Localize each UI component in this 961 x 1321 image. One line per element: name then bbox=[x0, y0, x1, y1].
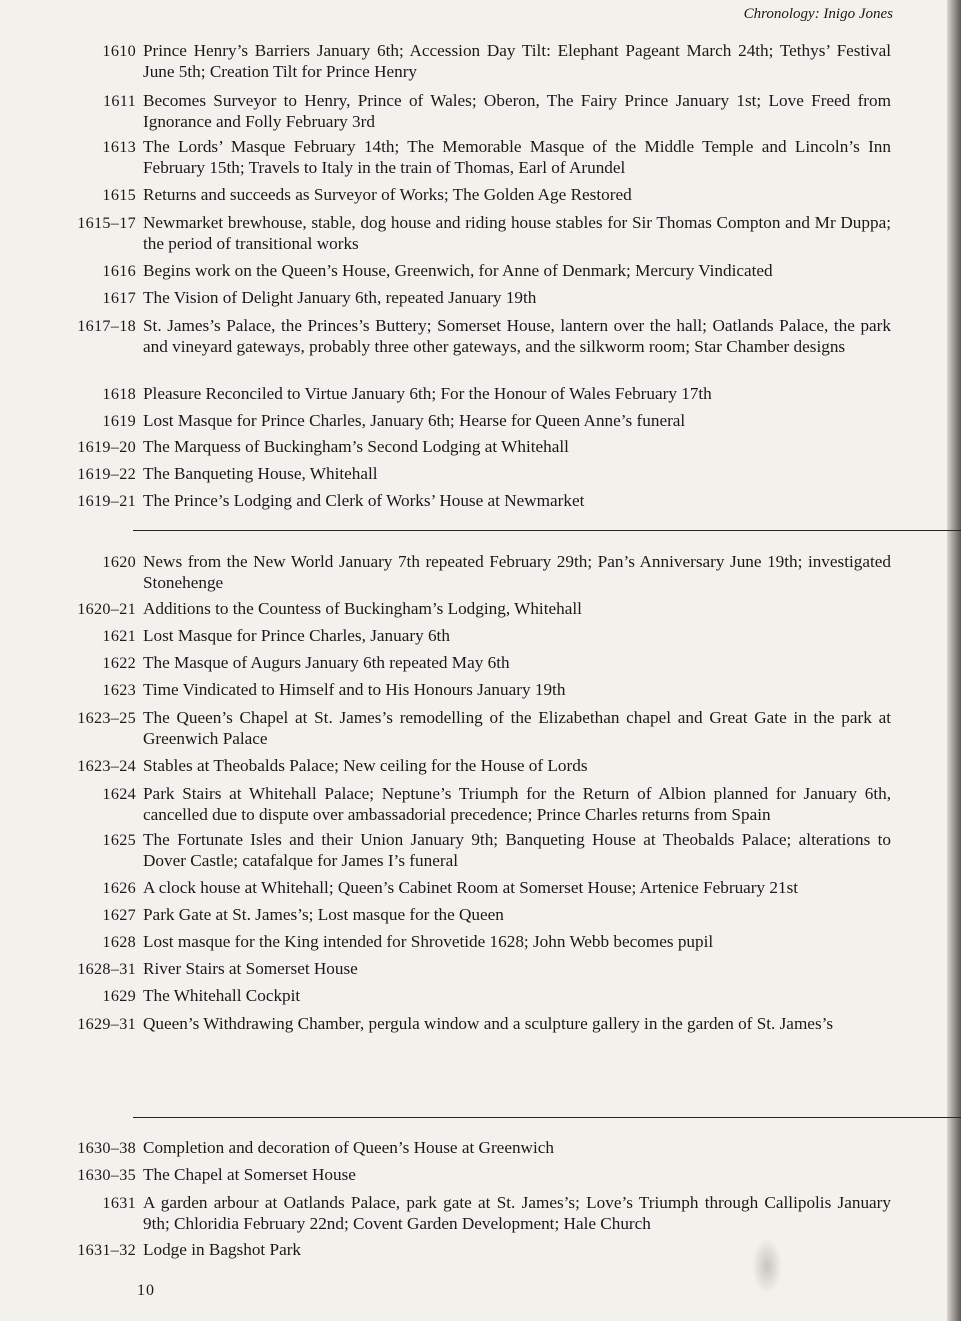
entry-text: The Fortunate Isles and their Union January 9th; Banqueting House at Theobalds Palace; alterations to Dover Castle; catafalque for James I’s funeral bbox=[143, 830, 891, 870]
entry-text: The Marquess of Buckingham’s Second Lodging at Whitehall bbox=[143, 437, 569, 456]
entry-text: The Vision of Delight January 6th, repeated January 19th bbox=[143, 288, 537, 307]
page-edge-shadow bbox=[947, 0, 961, 1321]
entry-year: 1630–35 bbox=[77, 1166, 136, 1184]
entry-text: The Lords’ Masque February 14th; The Memorable Masque of the Middle Temple and Lincoln’s Inn February 15th; Travels to Italy in the train of Thomas, Earl of Arundel bbox=[143, 137, 891, 177]
entry-text: The Banqueting House, Whitehall bbox=[143, 464, 378, 483]
entry-year: 1623–24 bbox=[77, 757, 136, 775]
entry-year: 1617 bbox=[102, 289, 136, 307]
entry-text: Lost Masque for Prince Charles, January 6th; Hearse for Queen Anne’s funeral bbox=[143, 411, 686, 430]
entry-year: 1622 bbox=[102, 654, 136, 672]
entry-text: Returns and succeeds as Surveyor of Works; The Golden Age Restored bbox=[143, 185, 632, 204]
entry-text: Lost masque for the King intended for Shrovetide 1628; John Webb becomes pupil bbox=[143, 932, 714, 951]
entry-year: 1628 bbox=[102, 933, 136, 951]
entry-year: 1621 bbox=[102, 627, 136, 645]
entry-text: A clock house at Whitehall; Queen’s Cabinet Room at Somerset House; Artenice February 21st bbox=[143, 878, 799, 897]
entry-text: Lost Masque for Prince Charles, January 6th bbox=[143, 626, 450, 645]
entry-year: 1627 bbox=[102, 906, 136, 924]
entry-text: Queen’s Withdrawing Chamber, pergula window and a sculpture gallery in the garden of St. James’s bbox=[143, 1014, 834, 1033]
entry-year: 1623–25 bbox=[77, 709, 136, 727]
entry-year: 1615–17 bbox=[77, 214, 136, 232]
entry-text: The Queen’s Chapel at St. James’s remodelling of the Elizabethan chapel and Great Gate in the park at Greenwich Palace bbox=[143, 708, 891, 748]
entry-year: 1631–32 bbox=[77, 1241, 136, 1259]
entry-text: St. James’s Palace, the Princes’s Buttery; Somerset House, lantern over the hall; Oatlands Palace, the park and vineyard gateways, probably three other gateways, and the silkworm room; Star Chamber designs bbox=[143, 316, 891, 356]
entry-text: Newmarket brewhouse, stable, dog house and riding house stables for Sir Thomas Compton and Mr Duppa; the period of transitional works bbox=[143, 213, 891, 253]
entry-year: 1629 bbox=[102, 987, 136, 1005]
entry-year: 1620 bbox=[102, 553, 136, 571]
entry-text: Completion and decoration of Queen’s House at Greenwich bbox=[143, 1138, 554, 1157]
entry-year: 1625 bbox=[102, 831, 136, 849]
entry-year: 1631 bbox=[102, 1194, 136, 1212]
entry-text: River Stairs at Somerset House bbox=[143, 959, 358, 978]
entry-text: Prince Henry’s Barriers January 6th; Accession Day Tilt: Elephant Pageant March 24th; Tethys’ Festival June 5th; Creation Tilt for Prince Henry bbox=[143, 41, 891, 81]
entry-text: Stables at Theobalds Palace; New ceiling for the House of Lords bbox=[143, 756, 588, 775]
entry-text: The Masque of Augurs January 6th repeated May 6th bbox=[143, 653, 510, 672]
section-divider bbox=[133, 1117, 961, 1118]
page-number: 10 bbox=[137, 1282, 155, 1299]
entry-year: 1628–31 bbox=[77, 960, 136, 978]
entry-year: 1624 bbox=[102, 785, 136, 803]
entry-text: News from the New World January 7th repeated February 29th; Pan’s Anniversary June 19th; investigated Stonehenge bbox=[143, 552, 891, 592]
entry-year: 1616 bbox=[102, 262, 136, 280]
entry-year: 1629–31 bbox=[77, 1015, 136, 1033]
entry-year: 1630–38 bbox=[77, 1139, 136, 1157]
entry-year: 1618 bbox=[102, 385, 136, 403]
entry-text: Lodge in Bagshot Park bbox=[143, 1240, 302, 1259]
entry-text: The Chapel at Somerset House bbox=[143, 1165, 356, 1184]
entry-year: 1619–21 bbox=[77, 492, 136, 510]
paper-smudge bbox=[752, 1238, 782, 1294]
entry-year: 1610 bbox=[102, 42, 136, 60]
entry-text: The Prince’s Lodging and Clerk of Works’ House at Newmarket bbox=[143, 491, 585, 510]
entry-text: A garden arbour at Oatlands Palace, park gate at St. James’s; Love’s Triumph through Callipolis January 9th; Chloridia February 22nd; Covent Garden Development; Hale Church bbox=[143, 1193, 891, 1233]
entry-year: 1620–21 bbox=[77, 600, 136, 618]
entry-text: Pleasure Reconciled to Virtue January 6th; For the Honour of Wales February 17th bbox=[143, 384, 712, 403]
entry-text: Time Vindicated to Himself and to His Honours January 19th bbox=[143, 680, 566, 699]
entry-text: Park Stairs at Whitehall Palace; Neptune’s Triumph for the Return of Albion planned for January 6th, cancelled due to dispute over ambassadorial precedence; Prince Charles returns from Spain bbox=[143, 784, 891, 824]
entry-year: 1613 bbox=[102, 138, 136, 156]
entry-year: 1611 bbox=[103, 92, 136, 110]
section-divider bbox=[133, 530, 961, 531]
entry-year: 1626 bbox=[102, 879, 136, 897]
entry-text: The Whitehall Cockpit bbox=[143, 986, 301, 1005]
entry-text: Becomes Surveyor to Henry, Prince of Wales; Oberon, The Fairy Prince January 1st; Love Freed from Ignorance and Folly February 3rd bbox=[143, 91, 891, 131]
entry-year: 1623 bbox=[102, 681, 136, 699]
running-head: Chronology: Inigo Jones bbox=[743, 6, 893, 22]
entry-text: Begins work on the Queen’s House, Greenwich, for Anne of Denmark; Mercury Vindicated bbox=[143, 261, 773, 280]
entry-year: 1619 bbox=[102, 412, 136, 430]
entry-text: Additions to the Countess of Buckingham’s Lodging, Whitehall bbox=[143, 599, 582, 618]
entry-year: 1617–18 bbox=[77, 317, 136, 335]
entry-year: 1615 bbox=[102, 186, 136, 204]
entry-year: 1619–20 bbox=[77, 438, 136, 456]
entry-text: Park Gate at St. James’s; Lost masque for the Queen bbox=[143, 905, 504, 924]
entry-year: 1619–22 bbox=[77, 465, 136, 483]
